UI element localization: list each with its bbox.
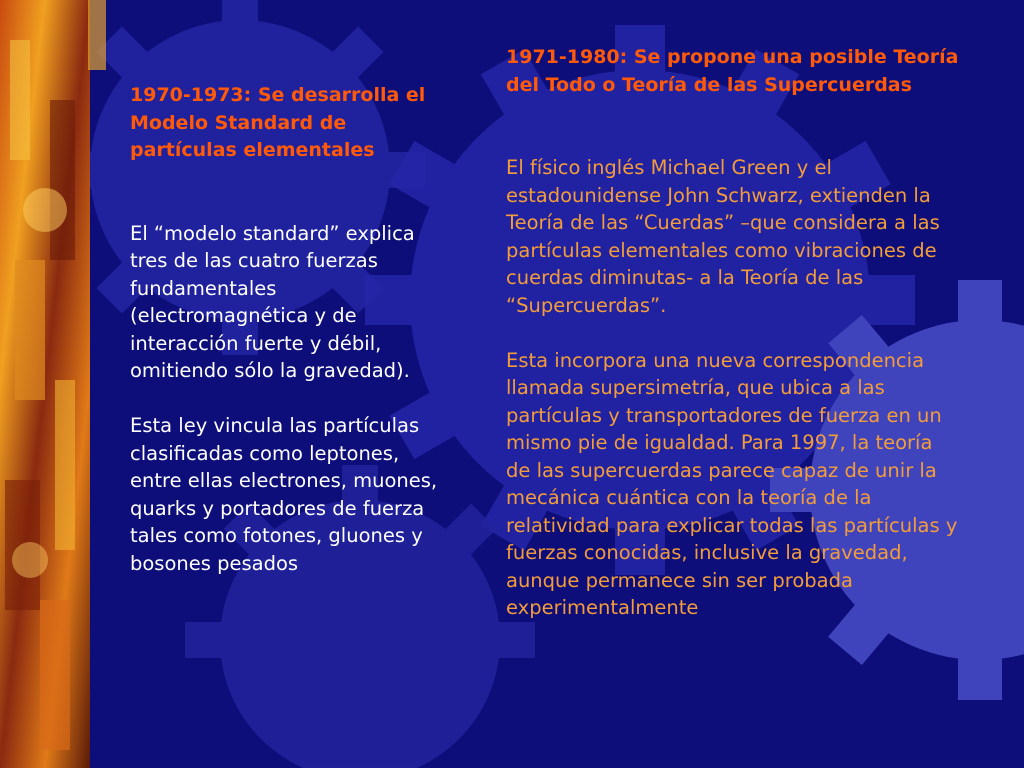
- decorative-strip: [0, 0, 106, 768]
- left-paragraph-2: Esta ley vincula las partículas clasificadas como leptones, entre ellas electrones, muones, quarks y portadores de fuerza tales como fotones, gluones y bosones pesados: [130, 414, 438, 575]
- right-column: [506, 44, 961, 622]
- left-column: [130, 82, 440, 577]
- right-heading: 1971-1980: Se propone una posible Teoría del Todo o Teoría de las Supercuerdas: [506, 46, 959, 96]
- left-paragraph-1: El “modelo standard” explica tres de las cuatro fuerzas fundamentales (electromagnética y de interacción fuerte y débil, omitiendo sólo la gravedad).: [130, 221, 415, 382]
- right-paragraph-2: Esta incorpora una nueva correspondencia llamada supersimetría, que ubica a las partículas y transportadores de fuerza en un mismo pie de igualdad. Para 1997, la teoría de las supercuerdas parece capaz de unir la mecánica cuántica con la teoría de la relatividad para explicar todas las partículas y fuerzas conocidas, inclusive la gravedad, aunque permanece sin ser probada experimentalmente: [506, 348, 958, 619]
- left-heading: 1970-1973: Se desarrolla el Modelo Standard de partículas elementales: [130, 84, 426, 161]
- right-paragraph-1: El físico inglés Michael Green y el estadounidense John Schwarz, extienden la Teoría de las “Cuerdas” –que considera a las partículas elementales como vibraciones de cuerdas diminutas- a la Teoría de las “Supercuerdas”.: [506, 156, 940, 317]
